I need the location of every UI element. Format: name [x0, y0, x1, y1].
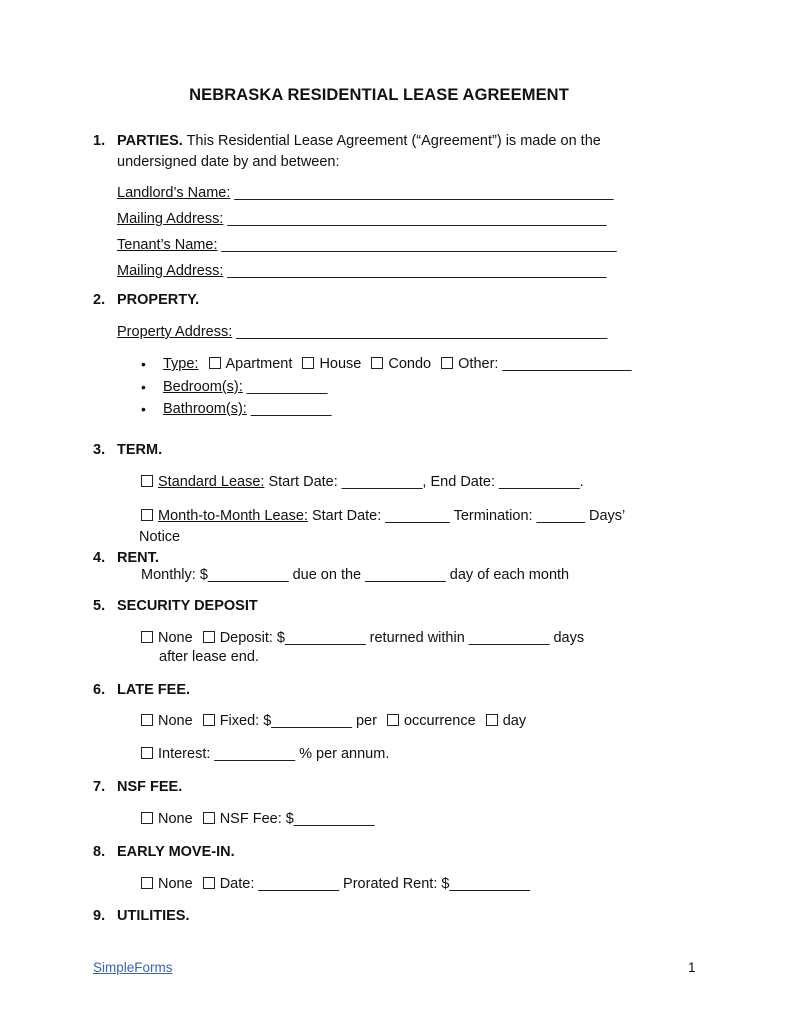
security-deposit-text-2: after lease end.: [159, 649, 259, 665]
condo-checkbox[interactable]: [371, 357, 383, 369]
nsf-none-checkbox[interactable]: [141, 812, 153, 824]
section-6-heading: LATE FEE.: [117, 682, 191, 698]
standard-lease-checkbox[interactable]: [141, 475, 153, 487]
standard-lease-label: Standard Lease:: [158, 474, 265, 490]
landlord-mailing-address-label: Mailing Address:: [117, 211, 224, 227]
tenant-mailing-address-field[interactable]: [117, 262, 606, 280]
standard-lease-dates[interactable]: Start Date: __________, End Date: __________.: [264, 474, 584, 490]
landlord-name-blank[interactable]: _______________________________________________: [230, 185, 614, 201]
section-3-number: 3.: [93, 442, 106, 458]
security-deposit-row: [141, 629, 584, 647]
condo-label: Condo: [388, 356, 432, 372]
property-address-label: Property Address:: [117, 324, 233, 340]
section-1-text-1: This Residential Lease Agreement (“Agreement”) is made on the: [182, 133, 601, 149]
early-move-in-terms[interactable]: Date: __________ Prorated Rent: $__________: [219, 876, 531, 892]
section-8-number: 8.: [93, 844, 106, 860]
bathrooms-label: Bathroom(s):: [163, 401, 247, 417]
landlord-mailing-address-field[interactable]: [117, 210, 606, 228]
per-day-checkbox[interactable]: [486, 714, 498, 726]
tenant-mailing-address-label: Mailing Address:: [117, 263, 224, 279]
bathrooms-blank[interactable]: __________: [246, 401, 332, 417]
tenant-mailing-address-blank[interactable]: _______________________________________________: [223, 263, 607, 279]
landlord-name-field[interactable]: [117, 184, 613, 202]
section-3-heading: TERM.: [117, 442, 163, 458]
late-fee-none-label: None: [158, 713, 193, 729]
bullet-icon: •: [141, 356, 146, 372]
month-to-month-row: [141, 507, 625, 525]
rent-terms[interactable]: Monthly: $__________ due on the __________ day of each month: [141, 567, 570, 583]
property-address-field[interactable]: [117, 323, 607, 341]
other-label[interactable]: Other: ________________: [458, 356, 632, 372]
nsf-fee-row: [141, 810, 374, 828]
late-fee-fixed-terms[interactable]: Fixed: $__________ per: [219, 713, 377, 729]
deposit-terms[interactable]: Deposit: $__________ returned within __________ days: [219, 630, 585, 646]
nsf-none-label: None: [158, 811, 193, 827]
house-label: House: [319, 356, 362, 372]
section-1-number: 1.: [93, 133, 106, 149]
section-2-heading: PROPERTY.: [117, 292, 200, 308]
nsf-fee-checkbox[interactable]: [203, 812, 215, 824]
late-fee-none-checkbox[interactable]: [141, 714, 153, 726]
month-to-month-dates[interactable]: Start Date: ________ Termination: ______ Days’: [307, 508, 626, 524]
section-5-heading: SECURITY DEPOSIT: [117, 598, 258, 614]
interest-terms[interactable]: Interest: __________ % per annum.: [158, 746, 390, 762]
deposit-none-checkbox[interactable]: [141, 631, 153, 643]
tenant-name-label: Tenant’s Name:: [117, 237, 218, 253]
section-8-heading: EARLY MOVE-IN.: [117, 844, 235, 860]
late-fee-interest-row: [141, 745, 389, 763]
property-type-row: [163, 355, 632, 373]
section-4-number: 4.: [93, 550, 106, 566]
early-move-in-date-checkbox[interactable]: [203, 877, 215, 889]
landlord-mailing-address-blank[interactable]: _______________________________________________: [223, 211, 607, 227]
property-type-label: Type:: [163, 356, 199, 372]
tenant-name-field[interactable]: [117, 236, 617, 254]
per-occurrence-checkbox[interactable]: [387, 714, 399, 726]
bedrooms-blank[interactable]: __________: [242, 379, 328, 395]
apartment-label: Apartment: [225, 356, 293, 372]
deposit-checkbox[interactable]: [203, 631, 215, 643]
section-1-intro: [117, 132, 601, 150]
section-2-number: 2.: [93, 292, 106, 308]
month-to-month-notice: Notice: [139, 529, 181, 545]
early-move-in-row: [141, 875, 530, 893]
bedrooms-label: Bedroom(s):: [163, 379, 243, 395]
month-to-month-label: Month-to-Month Lease:: [158, 508, 308, 524]
other-checkbox[interactable]: [441, 357, 453, 369]
bathrooms-field[interactable]: [163, 400, 331, 418]
section-4-heading: RENT.: [117, 550, 159, 566]
property-address-blank[interactable]: ______________________________________________: [232, 324, 608, 340]
house-checkbox[interactable]: [302, 357, 314, 369]
nsf-fee-terms[interactable]: NSF Fee: $__________: [219, 811, 375, 827]
bedrooms-field[interactable]: [163, 378, 327, 396]
page-number: 1: [688, 960, 696, 975]
per-day-label: day: [502, 713, 527, 729]
apartment-checkbox[interactable]: [209, 357, 221, 369]
section-6-number: 6.: [93, 682, 106, 698]
early-move-in-none-label: None: [158, 876, 193, 892]
section-9-number: 9.: [93, 908, 106, 924]
late-fee-row: [141, 712, 526, 730]
section-9-heading: UTILITIES.: [117, 908, 190, 924]
interest-checkbox[interactable]: [141, 747, 153, 759]
tenant-name-blank[interactable]: _________________________________________________: [217, 237, 617, 253]
per-occurrence-label: occurrence: [403, 713, 476, 729]
section-1-text-2: undersigned date by and between:: [117, 154, 340, 170]
month-to-month-checkbox[interactable]: [141, 509, 153, 521]
section-1-heading: PARTIES.: [117, 133, 183, 149]
section-7-heading: NSF FEE.: [117, 779, 183, 795]
deposit-none-label: None: [158, 630, 193, 646]
section-7-number: 7.: [93, 779, 106, 795]
bullet-icon: •: [141, 401, 146, 417]
landlord-name-label: Landlord’s Name:: [117, 185, 231, 201]
footer-brand-link[interactable]: SimpleForms: [93, 960, 173, 975]
bullet-icon: •: [141, 379, 146, 395]
late-fee-fixed-checkbox[interactable]: [203, 714, 215, 726]
standard-lease-row: [141, 473, 584, 491]
early-move-in-none-checkbox[interactable]: [141, 877, 153, 889]
section-5-number: 5.: [93, 598, 106, 614]
document-title: NEBRASKA RESIDENTIAL LEASE AGREEMENT: [189, 86, 569, 104]
